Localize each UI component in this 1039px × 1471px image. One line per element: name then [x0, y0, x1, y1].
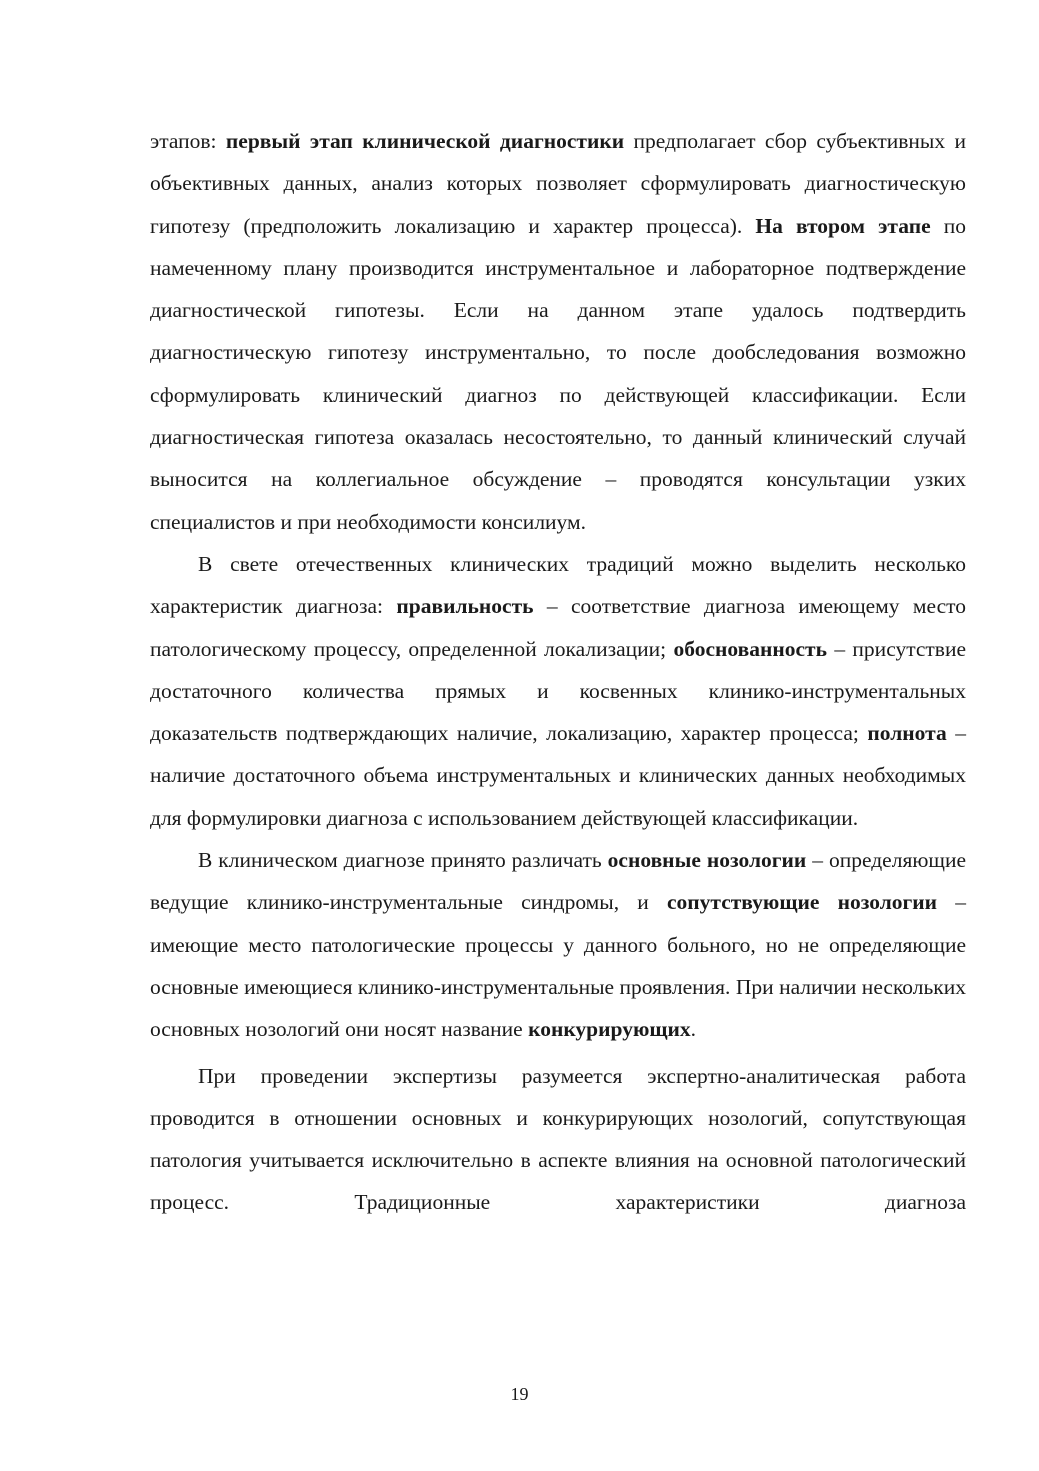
text-run: этапов: — [150, 129, 226, 153]
bold-term: На втором этапе — [755, 213, 931, 238]
bold-term: конкурирующих — [528, 1017, 691, 1042]
bold-term: правильность — [396, 594, 534, 619]
bold-term: полнота — [867, 721, 947, 746]
text-run: В клиническом диагнозе принято различать — [198, 848, 608, 873]
bold-term: обоснованность — [673, 636, 827, 661]
text-run: – наличие достаточного объема инструментальных и клинических данных необходимых для формулировки диагноза с использованием действующей классификации. — [150, 721, 967, 830]
text-run: В свете отечественных клинических традиций можно выделить несколько характеристик диагноза: — [150, 551, 966, 619]
text-run: – имеющие место патологические процессы у данного больного, но не определяющие основные имеющиеся клинико-инструментальные проявления. При наличии нескольких основных нозологий они носят название — [150, 890, 966, 1042]
text-run: – соответствие диагноза имеющему место патологическому процессу, определенной локализации; — [150, 594, 966, 661]
page-number: 19 — [510, 1384, 529, 1404]
text-run: – присутствие достаточного количества прямых и косвенных клинико-инструментальных доказательств подтверждающих наличие, локализацию, характер процесса; — [150, 636, 966, 746]
text-run: предполагает сбор субъективных и объективных данных, анализ которых позволяет сформулировать диагностическую гипотезу (предположить локализацию и характер процесса). — [150, 129, 966, 238]
bold-term: сопутствующие нозологии — [666, 890, 938, 915]
paragraph-nosologies — [150, 839, 966, 1050]
text-run: . — [690, 1017, 697, 1042]
bold-term: первый этап клинической диагностики — [225, 129, 625, 153]
paragraph-diagnosis-characteristics — [150, 543, 966, 839]
bold-term: основные нозологии — [607, 848, 807, 873]
text-run: по намеченному плану производится инструментальное и лабораторное подтверждение диагностической гипотезы. Если на данном этапе удалось подтвердить диагностическую гипотезу инструментально, то после дообследования возможно сформулировать клинический диагноз по действующей классификации. Если диагностическая гипотеза оказалась несостоятельно, то данный клинический случай выносится на коллегиальное обсуждение – проводятся консультации узких специалистов и при необходимости консилиум. — [150, 213, 966, 534]
paragraph-expertise — [150, 1055, 966, 1224]
text-run: – определяющие ведущие клинико-инструментальные синдромы, и — [150, 848, 967, 915]
text-run: При проведении экспертизы разумеется экспертно-аналитическая работа проводится в отношении основных и конкурирующих нозологий, сопутствующая патология учитывается исключительно в аспекте влияния на основной патологический процесс. Традиционные характеристики диагноза — [150, 1063, 966, 1215]
paragraph-diagnostic-stages — [150, 120, 966, 543]
text-body — [150, 120, 966, 1224]
